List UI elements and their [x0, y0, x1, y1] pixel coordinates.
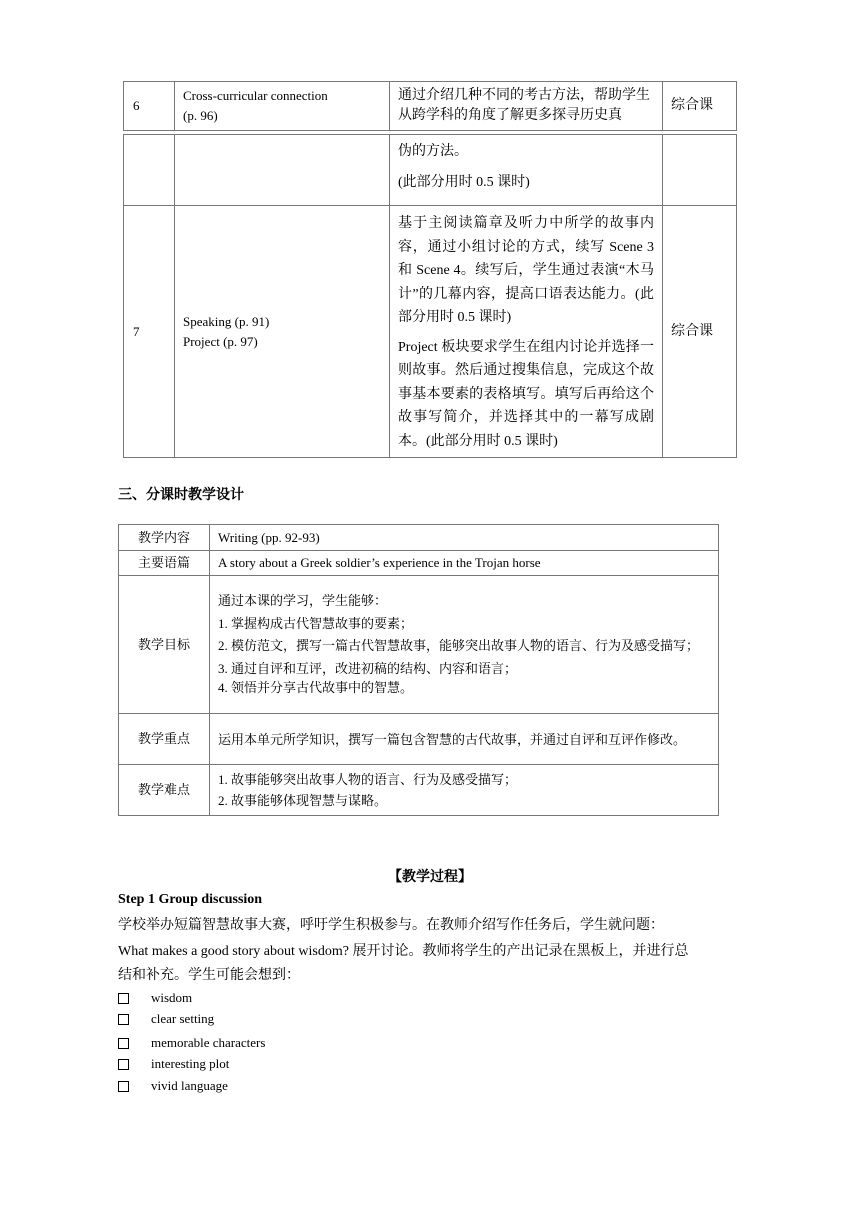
row7-topic — [175, 206, 390, 458]
row7-description — [390, 206, 663, 458]
checkbox-icon — [118, 1081, 129, 1092]
goals-label: 教学目标 — [119, 576, 210, 714]
checklist-item — [118, 1009, 214, 1029]
text-label: 主要语篇 — [119, 551, 210, 576]
process-title: 【教学过程】 — [388, 870, 472, 885]
step1-paragraph-line: What makes a good story about wisdom? 展开讨论。教师将学生的产出记录在黑板上，并进行总 — [118, 944, 689, 959]
lesson-design-table — [118, 524, 719, 816]
row6-number: 6 — [124, 82, 175, 131]
checklist-label: memorable characters — [151, 1035, 266, 1050]
checkbox-icon — [118, 1059, 129, 1070]
content-label: 教学内容 — [119, 525, 210, 551]
key-point-value: 运用本单元所学知识，撰写一篇包含智慧的古代故事，并通过自评和互评作修改。 — [210, 714, 719, 765]
difficulty-item: 2. 故事能够体现智慧与谋略。 — [218, 793, 388, 808]
activity-table-bottom — [123, 134, 737, 458]
goal-item: 3. 通过自评和互评，改进初稿的结构、内容和语言； — [218, 660, 518, 676]
step1-title: Step 1 Group discussion — [118, 892, 263, 907]
row7-speaking-desc: 基于主阅读篇章及听力中所学的故事内容，通过小组讨论的方式，续写 Scene 3 和 Scene 4。续写后，学生通过表演“木马计”的几幕内容，提高口语表达能力。(此部分用时 0.5 课时) — [398, 216, 654, 325]
row7-type: 综合课 — [663, 206, 737, 458]
row6-type: 综合课 — [663, 82, 737, 131]
row7-topic-line2: Project (p. 97) — [183, 333, 258, 349]
key-point-label: 教学重点 — [119, 714, 210, 765]
checkbox-icon — [118, 1014, 129, 1025]
row6-desc-tail: 伪的方法。 — [398, 144, 468, 159]
checklist-item — [118, 1076, 228, 1096]
step1-paragraph-line: 学校举办短篇智慧故事大赛，呼吁学生积极参与。在教师介绍写作任务后，学生就问题： — [118, 918, 664, 933]
difficulty-label: 教学难点 — [119, 765, 210, 816]
checkbox-icon — [118, 1038, 129, 1049]
checklist-item — [118, 1054, 229, 1074]
activity-table-top — [123, 81, 737, 131]
row6-cont-description — [390, 135, 663, 206]
row6-topic-line2: (p. 96) — [183, 108, 218, 123]
checklist-item — [118, 1033, 265, 1053]
checklist-label: interesting plot — [151, 1056, 230, 1071]
checkbox-icon — [118, 993, 129, 1004]
checklist-label: vivid language — [151, 1078, 228, 1093]
text-value: A story about a Greek soldier’s experience in the Trojan horse — [210, 551, 719, 576]
row6-cont-number — [124, 135, 175, 206]
row7-topic-line1: Speaking (p. 91) — [183, 313, 270, 329]
goal-item: 2. 模仿范文，撰写一篇古代智慧故事，能够突出故事人物的语言、行为及感受描写； — [218, 638, 700, 654]
goals-intro: 通过本课的学习，学生能够： — [218, 593, 388, 609]
section-heading: 三、分课时教学设计 — [118, 488, 244, 503]
row7-project-desc: Project 板块要求学生在组内讨论并选择一则故事。然后通过搜集信息，完成这个故事基本要素的表格填写。填写后再给这个故事写简介，并选择其中的一幕写成剧本。(此部分用时 0.5 课时) — [398, 339, 654, 449]
row6-description: 通过介绍几种不同的考古方法，帮助学生从跨学科的角度了解更多探寻历史真 — [390, 82, 663, 131]
row6-time-note: (此部分用时 0.5 课时) — [398, 175, 530, 190]
difficulty-item: 1. 故事能够突出故事人物的语言、行为及感受描写； — [218, 772, 518, 787]
step1-paragraph-line: 结和补充。学生可能会想到： — [118, 968, 300, 983]
goals-cell — [210, 576, 719, 714]
goal-item: 1. 掌握构成古代智慧故事的要素； — [218, 615, 414, 631]
row6-cont-type — [663, 135, 737, 206]
difficulty-cell — [210, 765, 719, 816]
checklist-item — [118, 988, 192, 1008]
goal-item: 4. 领悟并分享古代故事中的智慧。 — [218, 680, 414, 696]
checklist-label: clear setting — [151, 1011, 215, 1026]
row6-cont-topic — [175, 135, 390, 206]
row6-topic-line1: Cross-curricular connection — [183, 88, 328, 103]
checklist-label: wisdom — [151, 990, 193, 1005]
row6-topic — [175, 82, 390, 131]
content-value: Writing (pp. 92-93) — [210, 525, 719, 551]
row7-number: 7 — [124, 206, 175, 458]
